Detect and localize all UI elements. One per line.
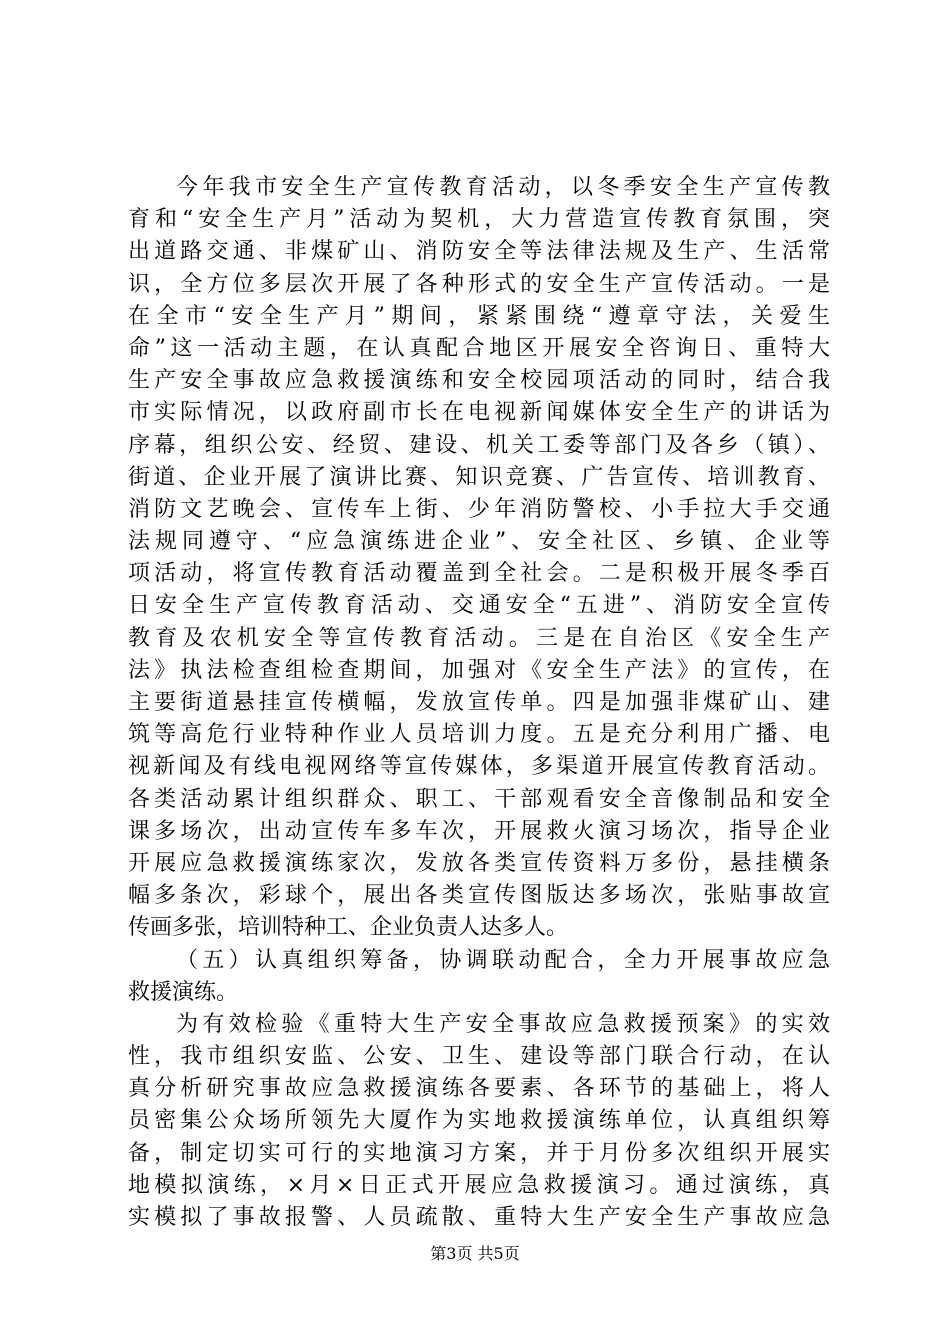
- text-line: 各类活动累计组织群众、职工、干部观看安全音像制品和安全: [128, 786, 830, 812]
- text-line: 传画多张，培训特种工、企业负责人达多人。: [128, 915, 569, 941]
- text-line: 序幕，组织公安、经贸、建设、机关工委等部门及各乡（镇）、: [128, 432, 830, 458]
- text-line: （五）认真组织筹备，协调联动配合，全力开展事故应急: [176, 947, 830, 973]
- text-line: 街道、企业开展了演讲比赛、知识竞赛、广告宣传、培训教育、: [128, 464, 830, 490]
- text-line: 员密集公众场所领先大厦作为实地救援演练单位，认真组织筹: [128, 1108, 830, 1134]
- text-line: 命”这一活动主题，在认真配合地区开展安全咨询日、重特大: [128, 335, 830, 361]
- text-line: 出道路交通、非煤矿山、消防安全等法律法规及生产、生活常: [128, 239, 830, 265]
- text-line: 市实际情况，以政府副市长在电视新闻媒体安全生产的讲话为: [128, 400, 830, 426]
- text-line: 真分析研究事故应急救援演练各要素、各环节的基础上，将人: [128, 1076, 830, 1102]
- text-line: 主要街道悬挂宣传横幅，发放宣传单。四是加强非煤矿山、建: [128, 690, 830, 715]
- text-line: 性，我市组织安监、公安、卫生、建设等部门联合行动，在认: [128, 1044, 830, 1070]
- body-text: [128, 172, 830, 1234]
- text-line: 实模拟了事故报警、人员疏散、重特大生产安全生产事故应急: [128, 1205, 830, 1230]
- text-line: 生产安全事故应急救援演练和安全校园项活动的同时，结合我: [128, 368, 830, 394]
- text-line: 地模拟演练，×月×日正式开展应急救援演习。通过演练，真: [128, 1172, 830, 1198]
- text-line: 法》执法检查组检查期间，加强对《安全生产法》的宣传，在: [128, 657, 830, 683]
- text-line: 在全市“安全生产月”期间，紧紧围绕“遵章守法，关爱生: [128, 303, 830, 329]
- text-line: 今年我市安全生产宣传教育活动，以冬季安全生产宣传教: [176, 175, 830, 200]
- text-line: 为有效检验《重特大生产安全事故应急救援预案》的实效: [176, 1011, 830, 1037]
- text-line: 视新闻及有线电视网络等宣传媒体，多渠道开展宣传教育活动。: [128, 754, 830, 780]
- text-line: 识，全方位多层次开展了各种形式的安全生产宣传活动。一是: [128, 271, 830, 297]
- text-line: 幅多条次，彩球个，展出各类宣传图版达多场次，张贴事故宣: [128, 883, 830, 909]
- text-line: 育和“安全生产月”活动为契机，大力营造宣传教育氛围，突: [128, 207, 830, 233]
- text-line: 课多场次，出动宣传车多车次，开展救火演习场次，指导企业: [128, 818, 830, 844]
- text-line: 法规同遵守、“应急演练进企业”、安全社区、乡镇、企业等: [128, 529, 830, 555]
- text-line: 项活动，将宣传教育活动覆盖到全社会。二是积极开展冬季百: [128, 561, 830, 587]
- text-line: 日安全生产宣传教育活动、交通安全“五进”、消防安全宣传: [128, 593, 830, 619]
- text-line: 筑等高危行业特种作业人员培训力度。五是充分利用广播、电: [128, 722, 830, 748]
- text-line: 消防文艺晚会、宣传车上街、少年消防警校、小手拉大手交通: [128, 496, 830, 522]
- text-line: 开展应急救援演练家次，发放各类宣传资料万多份，悬挂横条: [128, 850, 830, 876]
- page-number: 第3页 共5页: [430, 1244, 520, 1263]
- text-line: 备，制定切实可行的实地演习方案，并于月份多次组织开展实: [128, 1140, 830, 1166]
- text-line: 教育及农机安全等宣传教育活动。三是在自治区《安全生产: [128, 625, 830, 651]
- text-line: 救援演练。: [128, 979, 239, 1005]
